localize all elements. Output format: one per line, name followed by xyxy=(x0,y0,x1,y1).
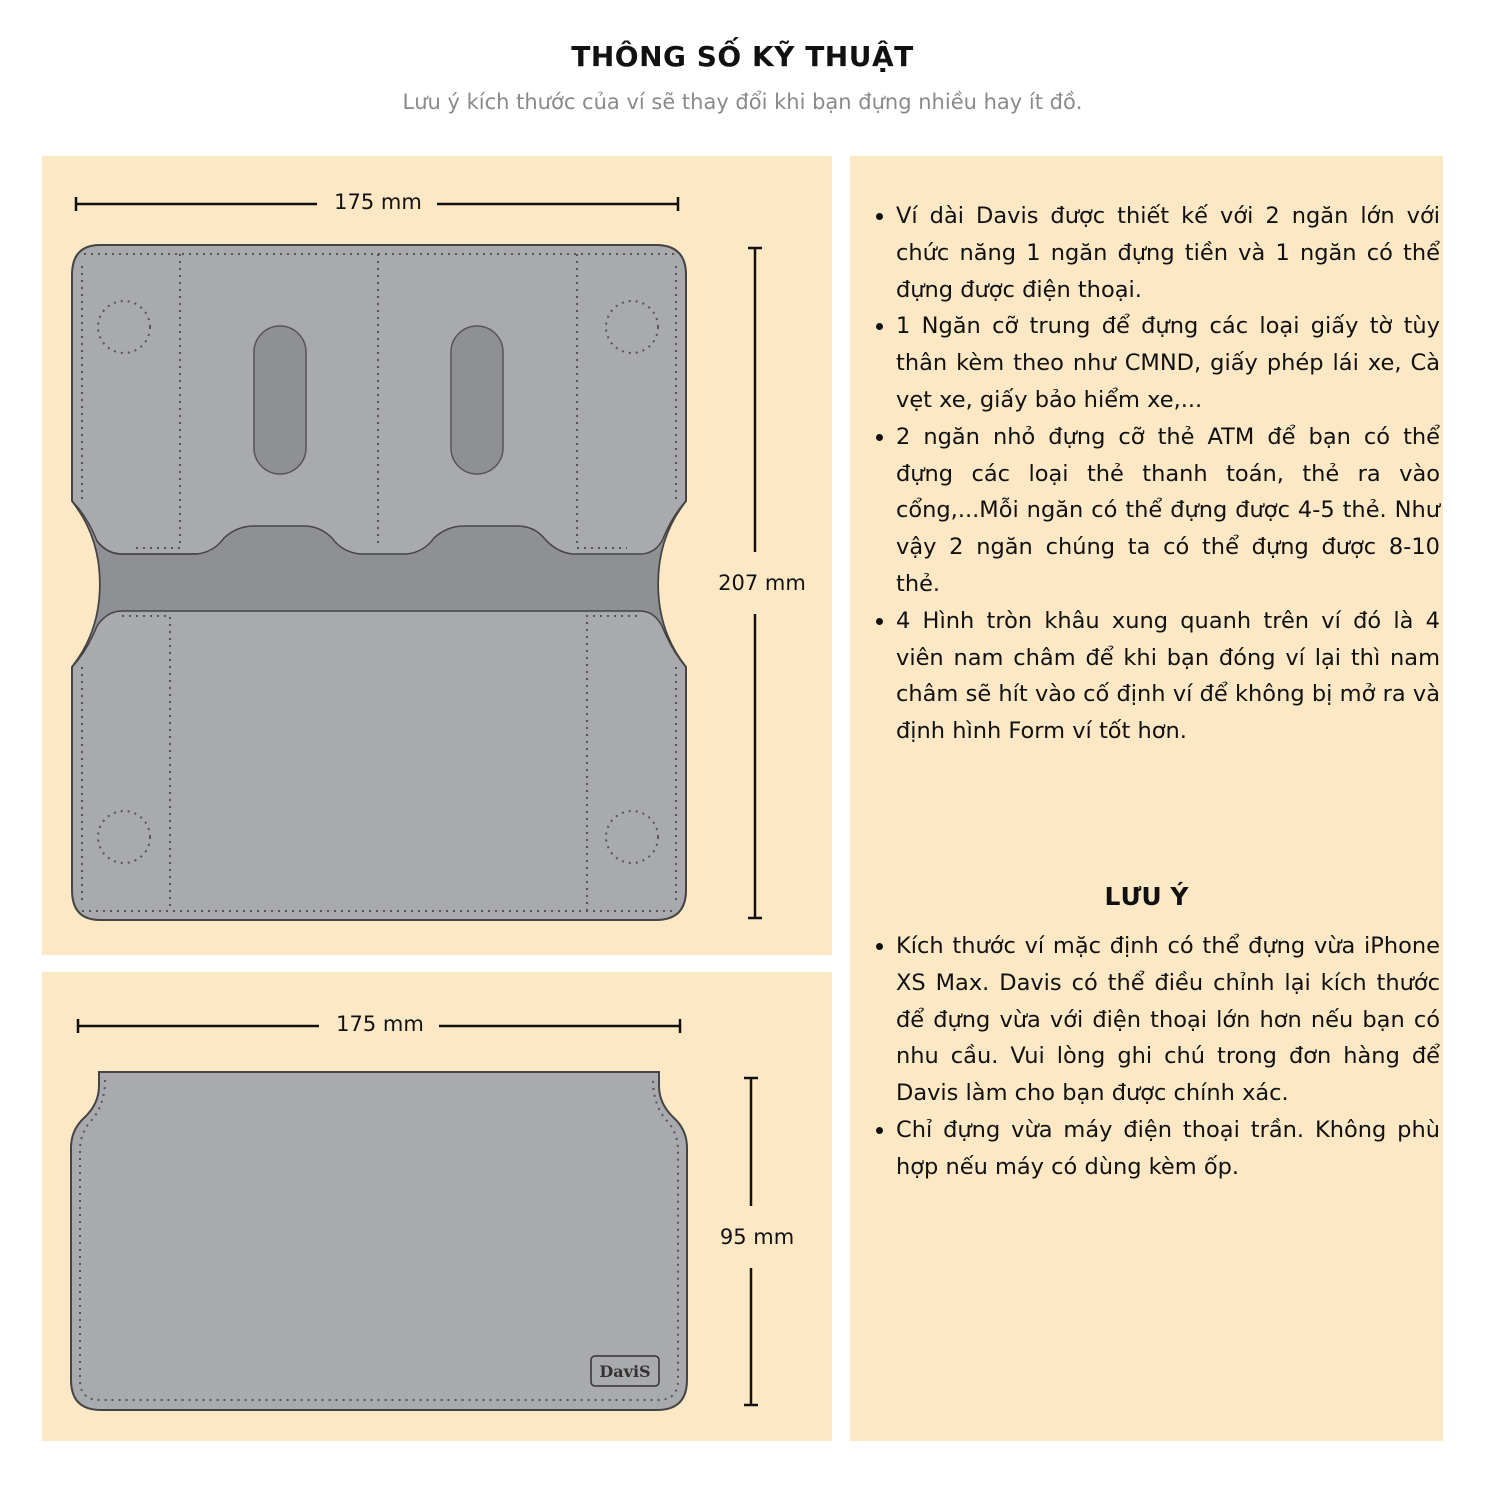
note-item: • Kích thước ví mặc định có thể đựng vừa iPhone XS Max. Davis có thể điều chỉnh lại kích thước để đựng vừa với điện thoại lớn hơn nếu bạn có nhu cầu. Vui lòng ghi chú trong đơn hàng để Davis làm cho bạn được chính xác. xyxy=(896,928,1440,1112)
notes-list xyxy=(872,928,1440,1186)
closed-wallet-panel xyxy=(42,972,832,1441)
page-title: THÔNG SỐ KỸ THUẬT xyxy=(571,40,914,73)
brand-badge xyxy=(591,1356,659,1386)
feature-item: • 4 Hình tròn khâu xung quanh trên ví đó là 4 viên nam châm để khi bạn đóng ví lại thì nam châm sẽ hít vào cố định ví để không bị mở ra và định hình Form ví tốt hơn. xyxy=(896,603,1440,750)
feature-item: • Ví dài Davis được thiết kế với 2 ngăn lớn với chức năng 1 ngăn đựng tiền và 1 ngăn có thể đựng được điện thoại. xyxy=(896,198,1440,308)
open-wallet-diagram xyxy=(42,156,832,955)
closed-height-label: 95 mm xyxy=(719,1225,795,1249)
open-width-label: 175 mm xyxy=(334,190,422,214)
feature-item: • 1 Ngăn cỡ trung để đựng các loại giấy tờ tùy thân kèm theo như CMND, giấy phép lái xe, Cà vẹt xe, giấy bảo hiểm xe,... xyxy=(896,308,1440,418)
card-slot-right xyxy=(451,326,503,474)
notes-heading: LƯU Ý xyxy=(1104,882,1189,911)
page-subtitle: Lưu ý kích thước của ví sẽ thay đổi khi bạn đựng nhiều hay ít đồ. xyxy=(402,90,1083,114)
feature-item: • 2 ngăn nhỏ đựng cỡ thẻ ATM để bạn có thể đựng các loại thẻ thanh toán, thẻ ra vào cổng,...Mỗi ngăn có thể đựng được 4-5 thẻ. Như vậy 2 ngăn chúng ta có thể đựng được 8-10 thẻ. xyxy=(896,419,1440,603)
features-list xyxy=(872,198,1440,750)
open-wallet-panel xyxy=(42,156,832,955)
brand-logo-text: DaviS xyxy=(599,1362,651,1381)
open-height-label: 207 mm xyxy=(718,571,806,595)
card-slot-left xyxy=(254,326,306,474)
closed-width-label: 175 mm xyxy=(336,1012,424,1036)
note-item: • Chỉ đựng vừa máy điện thoại trần. Không phù hợp nếu máy có dùng kèm ốp. xyxy=(896,1112,1440,1186)
info-panel xyxy=(850,156,1443,1441)
closed-wallet-diagram xyxy=(42,972,832,1441)
